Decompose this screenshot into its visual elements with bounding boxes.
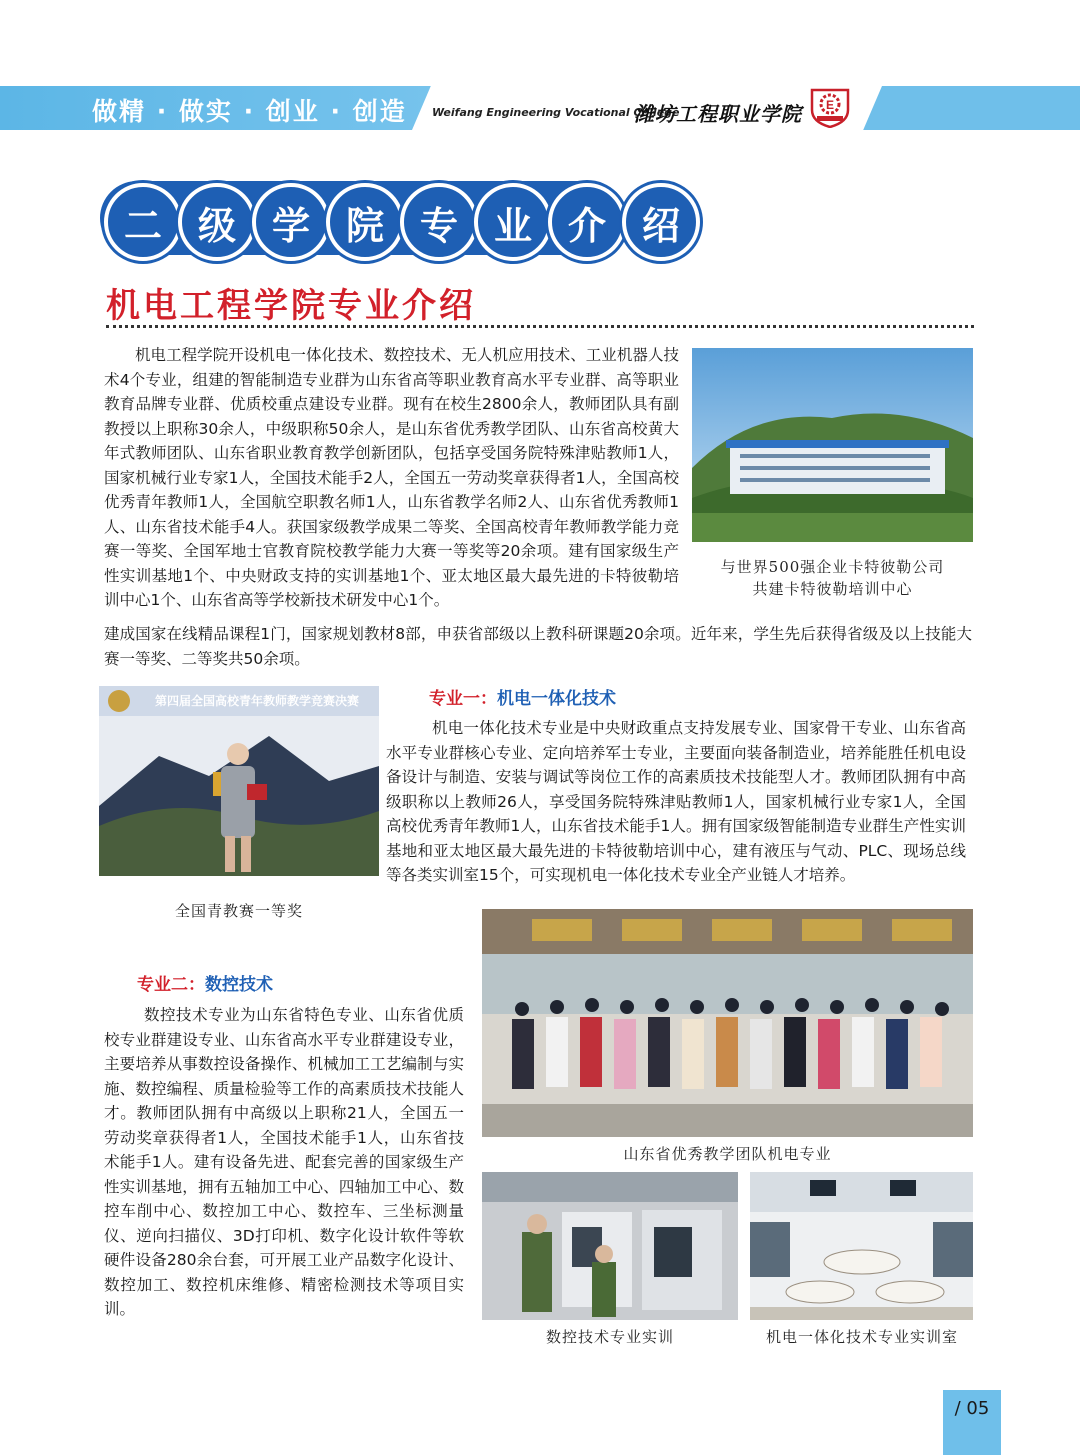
caterpillar-caption bbox=[692, 556, 973, 600]
caption-line: 共建卡特彼勒培训中心 bbox=[752, 580, 913, 598]
caption-line: 与世界500强企业卡特彼勒公司 bbox=[720, 558, 945, 576]
svg-text:E: E bbox=[825, 98, 835, 112]
title-char: 院 bbox=[326, 183, 404, 261]
header-band-right bbox=[846, 86, 1080, 130]
major1-name: 机电一体化技术 bbox=[497, 689, 616, 709]
title-char: 绍 bbox=[622, 183, 700, 261]
award-banner-text: 第四届全国高校青年教师教学竞赛决赛 bbox=[154, 694, 359, 708]
header-slogan: 做精 · 做实 · 创业 · 创造 bbox=[92, 97, 407, 126]
major1-prefix: 专业一： bbox=[429, 689, 497, 709]
title-char: 介 bbox=[548, 183, 626, 261]
college-logo-icon bbox=[808, 88, 852, 128]
college-name-en: Weifang Engineering Vocational College bbox=[432, 106, 680, 119]
major1-paragraph: 机电一体化技术专业是中央财政重点支持发展专业、国家骨干专业、山东省高水平专业群核心专业、定向培养军士专业，主要面向装备制造业，培养能胜任机电设备设计与制造、安装与调试等岗位工作的高素质技术技能型人才。教师团队拥有中高级职称以上教师26人，享受国务院特殊津贴教师1人，国家机械行业专家1人，全国高校优秀青年教师1人，山东省技术能手1人。拥有国家级智能制造专业群生产性实训基地和亚太地区最大最先进的卡特彼勒培训中心，建有液压与气动、PLC、现场总线等各类实训室15个，可实现机电一体化技术专业全产业链人才培养。 bbox=[386, 719, 966, 884]
title-char: 学 bbox=[252, 183, 330, 261]
lab-caption: 机电一体化技术专业实训室 bbox=[765, 1328, 958, 1346]
major2-name: 数控技术 bbox=[205, 975, 273, 995]
caterpillar-center-photo bbox=[692, 348, 973, 542]
page-number: / 05 bbox=[954, 1398, 990, 1419]
mechatronics-lab-photo bbox=[750, 1172, 973, 1320]
title-char: 专 bbox=[400, 183, 478, 261]
award-caption: 全国青教赛一等奖 bbox=[174, 902, 303, 920]
award-photo bbox=[99, 686, 379, 876]
team-caption: 山东省优秀教学团队机电专业 bbox=[623, 1145, 832, 1163]
major2-heading bbox=[137, 970, 273, 995]
title-char: 级 bbox=[178, 183, 256, 261]
major2-paragraph: 数控技术专业为山东省特色专业、山东省优质校专业群建设专业、山东省高水平专业群建设专业，主要培养从事数控设备操作、机械加工工艺编制与实施、数控编程、质量检验等工作的高素质技术技能人才。教师团队拥有中高级以上职称21人，全国五一劳动奖章获得者1人，全国技术能手1人，山东省技术能手1人。建有设备先进、配套完善的国家级生产性实训基地，拥有五轴加工中心、四轴加工中心、数控车削中心、数控加工中心、数控车、三坐标测量仪、逆向扫描仪、3D打印机、数字化设计软件等软硬件设备280余台套，可开展工业产品数字化设计、数控加工、数控机床维修、精密检测技术等项目实训。 bbox=[104, 1006, 464, 1318]
cnc-training-photo bbox=[482, 1172, 738, 1320]
dotted-divider bbox=[106, 325, 974, 328]
title-char: 二 bbox=[104, 183, 182, 261]
cnc-caption: 数控技术专业实训 bbox=[545, 1328, 674, 1346]
major1-heading bbox=[429, 684, 616, 709]
intro-paragraph-tail: 建成国家在线精品课程1门，国家规划教材8部，申获省部级以上教科研课题20余项。近年来，学生先后获得省级及以上技能大赛一等奖、二等奖共50余项。 bbox=[104, 625, 972, 668]
team-photo bbox=[482, 909, 973, 1137]
page-subtitle: 机电工程学院专业介绍 bbox=[106, 286, 476, 326]
intro-paragraph: 机电工程学院开设机电一体化技术、数控技术、无人机应用技术、工业机器人技术4个专业，组建的智能制造专业群为山东省高等职业教育高水平专业群、高等职业教育品牌专业群、优质校重点建设专业群。现有在校生2800余人，教师团队具有副教授以上职称30余人，中级职称50余人，是山东省优秀教学团队、山东省高校黄大年式教师团队、山东省职业教育教学创新团队，包括享受国务院特殊津贴教师1人，国家机械行业专家1人，全国技术能手2人，全国五一劳动奖章获得者1人，全国高校优秀青年教师1人，全国航空职教名师1人，山东省教学名师2人、山东省优秀教师1人、山东省技术能手4人。获国家级教学成果二等奖、全国高校青年教师教学能力竞赛一等奖、全国军地士官教育院校教学能力大赛一等奖等20余项。建有国家级生产性实训基地1个、中央财政支持的实训基地1个、亚太地区最大最先进的卡特彼勒培训中心1个、山东省高等学校新技术研发中心1个。 bbox=[104, 346, 679, 609]
title-char: 业 bbox=[474, 183, 552, 261]
major2-prefix: 专业二： bbox=[137, 975, 205, 995]
college-name-cn: 潍坊工程职业学院 bbox=[634, 102, 802, 126]
section-title bbox=[104, 183, 696, 261]
